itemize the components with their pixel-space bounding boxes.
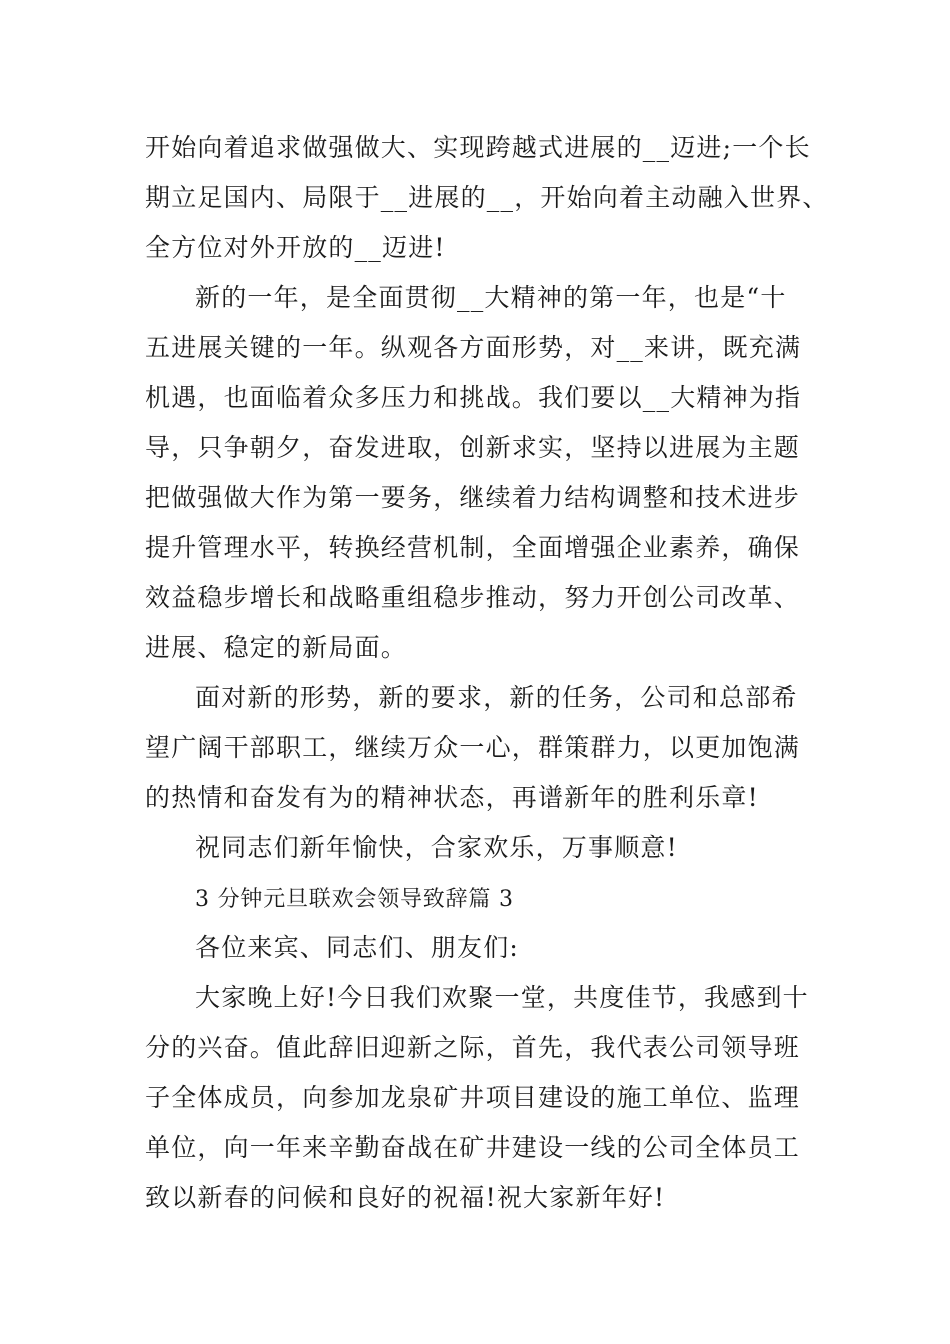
text-line: 单位，向一年来辛勤奋战在矿井建设一线的公司全体员工 bbox=[145, 1133, 801, 1162]
text-line: 期立足国内、局限于__进展的__，开始向着主动融入世界、 bbox=[145, 183, 829, 212]
text-line: 机遇，也面临着众多压力和挑战。我们要以__大精神为指 bbox=[145, 383, 802, 412]
text-line: 的热情和奋发有为的精神状态，再谱新年的胜利乐章! bbox=[145, 783, 759, 812]
text-line: 望广阔干部职工，继续万众一心，群策群力，以更加饱满 bbox=[145, 733, 801, 762]
text-line: 开始向着追求做强做大、实现跨越式进展的__迈进;一个长 bbox=[145, 133, 811, 162]
text-line: 进展、稳定的新局面。 bbox=[145, 633, 408, 662]
text-line: 分的兴奋。值此辞旧迎新之际，首先，我代表公司领导班 bbox=[145, 1033, 801, 1062]
text-line: 导，只争朝夕，奋发进取，创新求实，坚持以进展为主题 bbox=[145, 433, 801, 462]
text-line: 子全体成员，向参加龙泉矿井项目建设的施工单位、监理 bbox=[145, 1083, 801, 1112]
paragraph-first-line: 面对新的形势，新的要求，新的任务，公司和总部希 bbox=[195, 683, 798, 712]
text-line: 全方位对外开放的__迈进! bbox=[145, 233, 446, 262]
text-line: 致以新春的问候和良好的祝福!祝大家新年好! bbox=[145, 1183, 666, 1212]
paragraph-first-line: 大家晚上好!今日我们欢聚一堂，共度佳节，我感到十 bbox=[195, 983, 809, 1012]
text-line: 提升管理水平，转换经营机制，全面增强企业素养，确保 bbox=[145, 533, 801, 562]
text-line: 五进展关键的一年。纵观各方面形势，对__来讲，既充满 bbox=[145, 333, 802, 362]
text-line: 把做强做大作为第一要务，继续着力结构调整和技术进步 bbox=[145, 483, 801, 512]
salutation-line: 各位来宾、同志们、朋友们: bbox=[195, 933, 520, 962]
paragraph-first-line: 新的一年，是全面贯彻__大精神的第一年，也是“十 bbox=[195, 283, 787, 312]
greeting-line: 祝同志们新年愉快，合家欢乐，万事顺意! bbox=[195, 833, 678, 862]
section-heading: 3 分钟元旦联欢会领导致辞篇 3 bbox=[195, 887, 514, 912]
text-line: 效益稳步增长和战略重组稳步推动，努力开创公司改革、 bbox=[145, 583, 801, 612]
